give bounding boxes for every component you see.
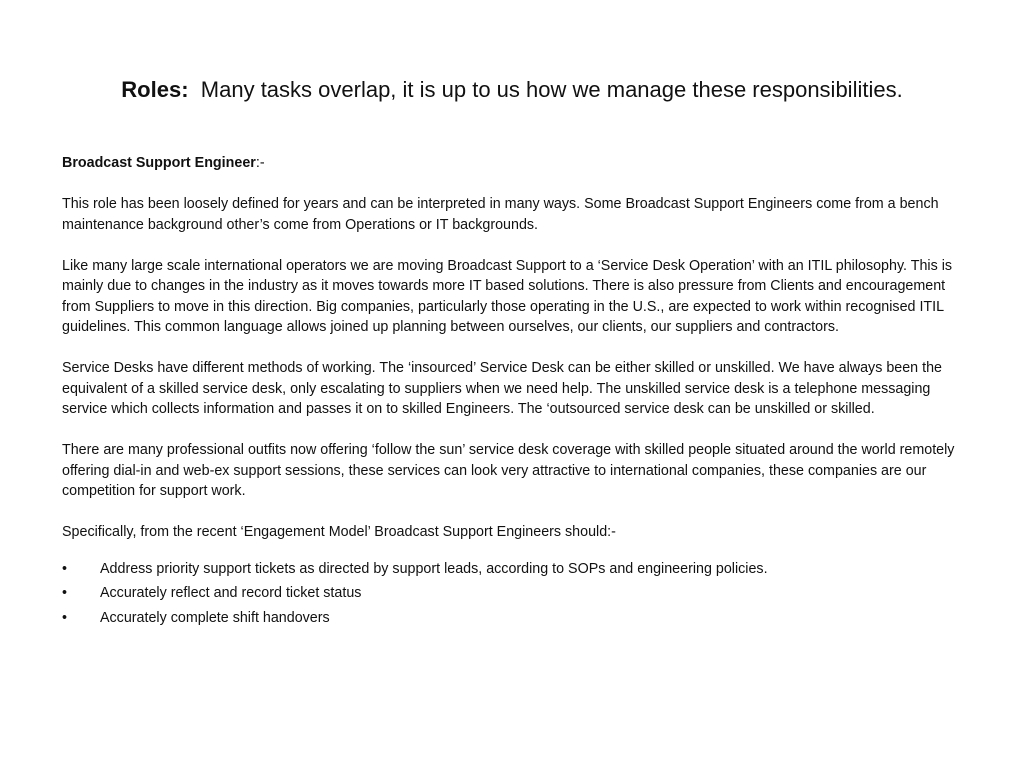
- section-heading-label: Broadcast Support Engineer: [62, 155, 256, 171]
- title-text: Many tasks overlap, it is up to us how we manage these responsibilities.: [200, 77, 903, 102]
- title-label: Roles:: [121, 77, 189, 102]
- paragraph-service-desk-operation: Like many large scale international operators we are moving Broadcast Support to a ‘Service Desk Operation’ with an ITIL philosophy. This is mainly due to changes in the industry as it moves towards more IT based solutions. There is also pressure from Clients and encouragement from Suppliers to move in this direction. Big companies, particularly those operating in the U.S., are expected to work within recognised ITIL guidelines. This common language allows joined up planning between ourselves, our clients, our suppliers and contractors.: [62, 257, 953, 335]
- paragraph-engagement-model: Specifically, from the recent ‘Engagement Model’ Broadcast Support Engineers should:-: [62, 524, 616, 540]
- paragraph-service-desk-methods: Service Desks have different methods of working. The ‘insourced’ Service Desk can be either skilled or unskilled. We have always been the equivalent of a skilled service desk, only escalating to suppliers when we need help. The unskilled service desk is a telephone messaging service which collects information and passes it on to skilled Engineers. The ‘outsourced service desk can be unskilled or skilled.: [62, 360, 942, 417]
- paragraph-competition: There are many professional outfits now offering ‘follow the sun’ service desk coverage with skilled people situated around the world remotely offering dial-in and web-ex support sessions, these services can look very attractive to international companies, these companies are our competition for support work.: [62, 442, 955, 499]
- list-item: [62, 583, 967, 608]
- list-item: [62, 608, 967, 633]
- list-item: [62, 559, 967, 584]
- paragraph-role-definition: This role has been loosely defined for years and can be interpreted in many ways. Some Broadcast Support Engineers come from a bench maintenance background other’s come from Operations or IT backgrounds.: [62, 196, 939, 233]
- bullet-icon: •: [62, 609, 68, 626]
- slide-title: [40, 74, 984, 106]
- section-heading-suffix: :-: [255, 155, 265, 171]
- list-item-text: Address priority support tickets as directed by support leads, according to SOPs and engineering policies.: [100, 560, 768, 577]
- bullet-icon: •: [62, 560, 68, 577]
- responsibility-list: [62, 559, 967, 633]
- slide-body: [62, 153, 967, 632]
- list-item-text: Accurately complete shift handovers: [100, 609, 330, 626]
- section-heading: [62, 153, 967, 174]
- list-item-text: Accurately reflect and record ticket status: [100, 585, 362, 601]
- bullet-icon: •: [62, 585, 68, 601]
